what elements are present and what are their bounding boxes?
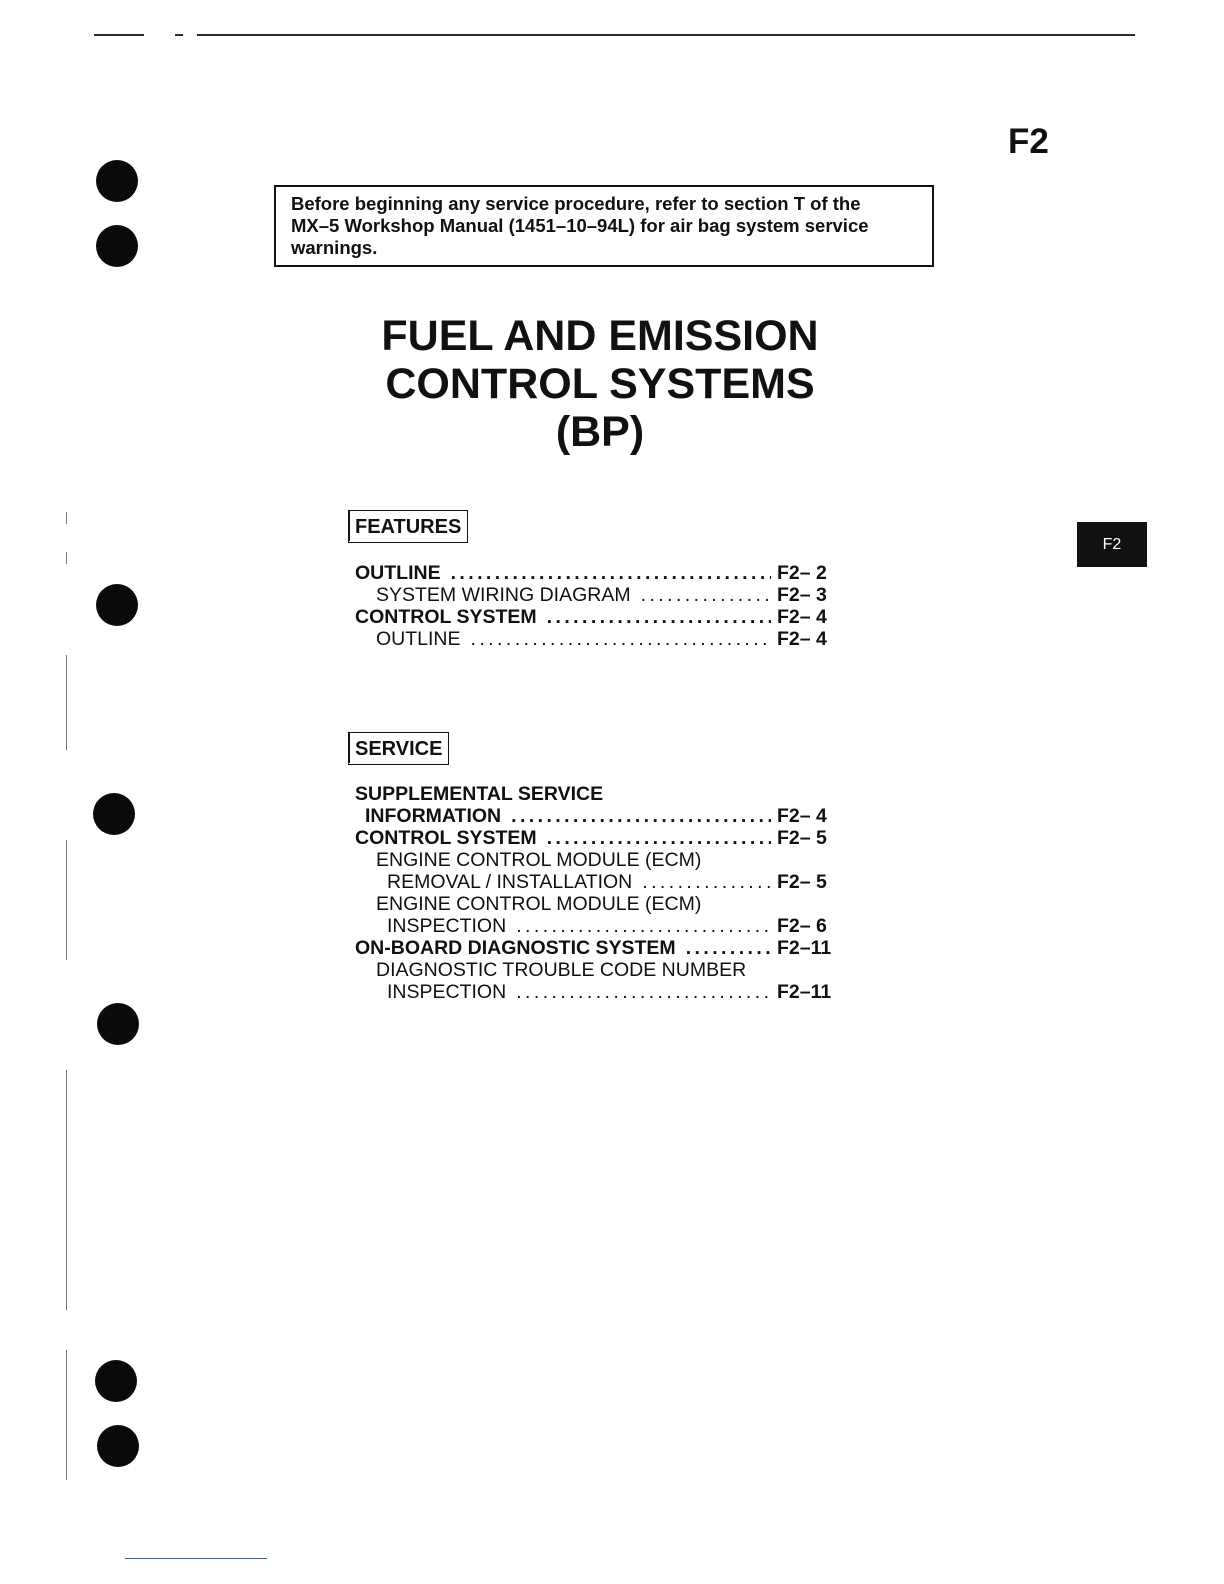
margin-line [66, 512, 67, 524]
service-heading: SERVICE [348, 732, 449, 765]
leader-dots [516, 981, 771, 1003]
leader-dots [516, 915, 771, 937]
leader-dots [471, 628, 771, 650]
toc-entry-heading [355, 849, 833, 871]
toc-entry-page: F2– 4 [777, 606, 827, 628]
toc-entry[interactable] [355, 805, 833, 827]
top-rule-dash [175, 34, 183, 36]
warning-line: warnings. [291, 237, 378, 258]
leader-dots [686, 937, 771, 959]
toc-entry-page: F2–11 [777, 981, 832, 1003]
toc-entry-page: F2– 5 [777, 871, 827, 893]
toc-entry-label: ENGINE CONTROL MODULE (ECM) [376, 849, 702, 871]
service-toc [355, 783, 833, 1003]
toc-entry-page: F2– 2 [777, 562, 827, 584]
margin-line [66, 1070, 67, 1310]
leader-dots [511, 805, 771, 827]
toc-entry[interactable] [355, 606, 833, 628]
binder-hole [95, 1360, 137, 1402]
toc-entry-label: CONTROL SYSTEM [355, 606, 537, 628]
section-tab-marker: F2 [1077, 522, 1147, 567]
binder-hole [96, 584, 138, 626]
toc-entry-page: F2– 6 [777, 915, 827, 937]
toc-entry[interactable] [355, 981, 833, 1003]
title-line: CONTROL SYSTEMS [385, 360, 815, 408]
leader-dots [547, 827, 771, 849]
leader-dots [451, 562, 771, 584]
toc-entry-label: OUTLINE [376, 628, 461, 650]
toc-entry-label: ON-BOARD DIAGNOSTIC SYSTEM [355, 937, 676, 959]
bottom-link-line [125, 1558, 267, 1559]
toc-entry-label: CONTROL SYSTEM [355, 827, 537, 849]
toc-entry-page: F2– 3 [777, 584, 827, 606]
toc-entry-label: OUTLINE [355, 562, 441, 584]
margin-line [66, 552, 67, 564]
toc-entry-page: F2– 4 [777, 628, 827, 650]
toc-entry[interactable] [355, 937, 833, 959]
toc-entry[interactable] [355, 584, 833, 606]
top-rule-left [94, 34, 144, 36]
binder-hole [96, 160, 138, 202]
title-line: FUEL AND EMISSION [381, 312, 819, 360]
page-title [300, 312, 900, 456]
leader-dots [642, 871, 771, 893]
toc-entry[interactable] [355, 562, 833, 584]
toc-entry-heading [355, 893, 833, 915]
page-code: F2 [1008, 122, 1049, 161]
warning-line: MX–5 Workshop Manual (1451–10–94L) for air bag system service [291, 215, 869, 236]
toc-entry-page: F2– 4 [777, 805, 827, 827]
binder-hole [96, 225, 138, 267]
warning-box [274, 185, 934, 267]
top-rule [197, 34, 1135, 36]
leader-dots [641, 584, 771, 606]
toc-entry-label: INFORMATION [365, 805, 502, 827]
toc-entry-label: INSPECTION [387, 915, 507, 937]
margin-line [66, 1350, 67, 1480]
margin-line [66, 840, 67, 960]
toc-entry-label: SYSTEM WIRING DIAGRAM [376, 584, 631, 606]
toc-entry[interactable] [355, 871, 833, 893]
toc-entry-label: ENGINE CONTROL MODULE (ECM) [376, 893, 702, 915]
toc-entry-heading [355, 783, 833, 805]
features-toc [355, 562, 833, 650]
toc-entry-page: F2–11 [777, 937, 832, 959]
toc-entry[interactable] [355, 628, 833, 650]
margin-line [66, 655, 67, 750]
toc-entry-heading [355, 959, 833, 981]
warning-line: Before beginning any service procedure, refer to section T of the [291, 193, 861, 214]
toc-entry-label: REMOVAL / INSTALLATION [387, 871, 633, 893]
toc-entry-label: DIAGNOSTIC TROUBLE CODE NUMBER [376, 959, 747, 981]
binder-hole [97, 1003, 139, 1045]
leader-dots [547, 606, 771, 628]
toc-entry-label: SUPPLEMENTAL SERVICE [355, 783, 604, 805]
toc-entry-label: INSPECTION [387, 981, 507, 1003]
title-line: (BP) [555, 408, 645, 456]
binder-hole [97, 1425, 139, 1467]
toc-entry[interactable] [355, 915, 833, 937]
features-heading: FEATURES [348, 510, 468, 543]
toc-entry[interactable] [355, 827, 833, 849]
toc-entry-page: F2– 5 [777, 827, 827, 849]
binder-hole [93, 793, 135, 835]
